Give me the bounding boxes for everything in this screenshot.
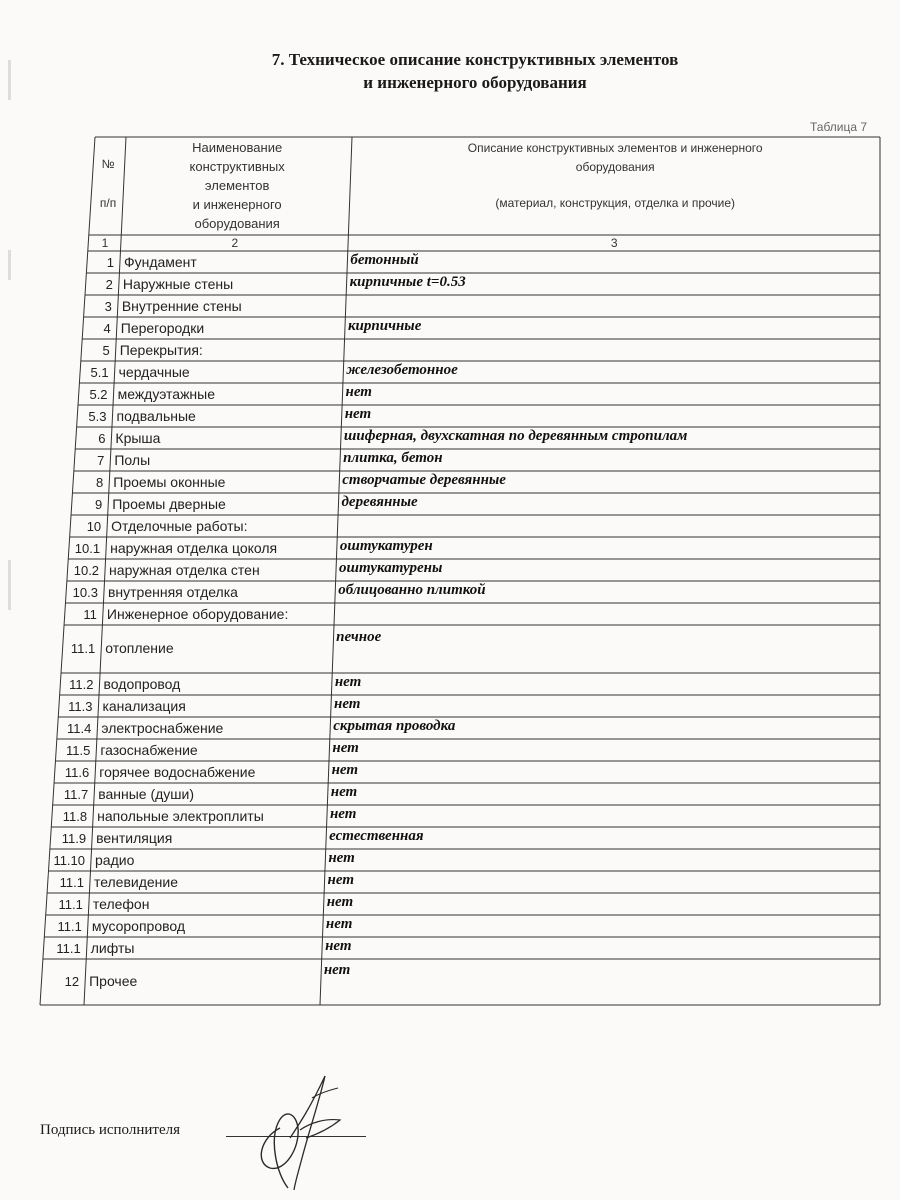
row-element-name: Фундамент xyxy=(123,254,197,270)
row-number: 11.1 xyxy=(57,919,82,934)
row-description: плитка, бетон xyxy=(343,450,443,466)
row-number: 5.2 xyxy=(89,387,108,402)
row-number: 5.1 xyxy=(90,365,109,380)
row-description: нет xyxy=(326,894,354,910)
row-description: нет xyxy=(325,916,353,932)
row-element-name: Крыша xyxy=(115,430,161,446)
row-description: нет xyxy=(332,740,359,756)
row-element-name: лифты xyxy=(90,940,135,956)
row-number: 11.1 xyxy=(58,897,83,912)
row-description: скрытая проводка xyxy=(333,718,456,734)
row-number: 8 xyxy=(96,475,104,490)
row-description: нет xyxy=(325,938,352,954)
header-desc-line: оборудования xyxy=(575,160,655,174)
row-number: 11.1 xyxy=(56,941,81,956)
row-description: нет xyxy=(331,762,359,778)
row-element-name: газоснабжение xyxy=(100,742,198,758)
row-element-name: горячее водоснабжение xyxy=(99,764,256,780)
row-element-name: подвальные xyxy=(116,408,196,424)
row-description: облицованно плиткой xyxy=(338,582,486,598)
row-element-name: Проемы оконные xyxy=(113,474,226,490)
header-name-line: Наименование xyxy=(192,140,283,155)
row-description: бетонный xyxy=(350,252,419,268)
row-element-name: Перекрытия: xyxy=(119,342,203,358)
row-number: 9 xyxy=(94,497,103,512)
row-element-name: вентиляция xyxy=(96,830,173,846)
row-element-name: канализация xyxy=(102,698,186,714)
row-number: 11.1 xyxy=(70,641,96,656)
row-description: нет xyxy=(328,850,355,866)
row-element-name: Полы xyxy=(114,452,151,468)
header-description xyxy=(350,139,880,213)
row-number: 7 xyxy=(97,453,105,468)
row-number: 11 xyxy=(83,607,97,622)
row-number: 5.3 xyxy=(88,409,107,424)
row-number: 10.2 xyxy=(73,563,100,578)
header-name-line: и инженерного xyxy=(192,197,282,212)
row-element-name: Проемы дверные xyxy=(112,496,226,512)
row-number: 11.10 xyxy=(53,853,86,868)
column-number: 1 xyxy=(101,236,109,250)
row-number: 11.8 xyxy=(62,809,88,824)
row-description: железобетонное xyxy=(346,362,458,378)
header-name-line: элементов xyxy=(204,178,270,193)
row-number: 11.9 xyxy=(61,831,87,846)
row-element-name: Прочее xyxy=(89,973,138,989)
row-element-name: наружная отделка стен xyxy=(109,562,260,578)
row-description: оштукатурен xyxy=(339,538,433,554)
row-element-name: наружная отделка цоколя xyxy=(110,540,278,556)
row-element-name: чердачные xyxy=(118,364,190,380)
row-number: 2 xyxy=(105,277,113,292)
row-element-name: Отделочные работы: xyxy=(111,518,248,534)
header-number-symbol: № xyxy=(101,157,115,171)
header-element-name xyxy=(124,138,350,233)
header-name-line: конструктивных xyxy=(189,159,285,174)
row-element-name: Внутренние стены xyxy=(121,298,242,314)
header-number-label: п/п xyxy=(99,196,117,210)
row-number: 12 xyxy=(64,974,80,989)
row-description: кирпичные xyxy=(347,318,422,334)
row-description: нет xyxy=(345,384,372,400)
row-description: нет xyxy=(334,674,362,690)
header-desc-line: (материал, конструкция, отделка и прочие) xyxy=(495,196,736,210)
row-description: нет xyxy=(334,696,361,712)
row-number: 10.1 xyxy=(74,541,101,556)
row-element-name: водопровод xyxy=(103,676,181,692)
row-description: кирпичные t=0.53 xyxy=(349,274,466,290)
row-description: нет xyxy=(323,962,351,978)
row-number: 11.1 xyxy=(59,875,84,890)
header-desc-line: Описание конструктивных элементов и инженерного xyxy=(467,141,763,155)
row-description: деревянные xyxy=(341,494,418,510)
row-number: 4 xyxy=(103,321,111,336)
row-number: 11.6 xyxy=(64,765,90,780)
row-description: нет xyxy=(327,872,354,888)
document-title-line-1: 7. Техническое описание конструктивных элементов xyxy=(271,50,679,69)
row-number: 11.4 xyxy=(67,721,92,736)
column-number: 2 xyxy=(231,236,239,250)
row-number: 5 xyxy=(102,343,110,358)
row-element-name: радио xyxy=(95,852,135,868)
row-element-name: мусоропровод xyxy=(91,918,186,934)
row-number: 11.2 xyxy=(69,677,94,692)
signature-mark xyxy=(240,1068,350,1193)
row-description: печное xyxy=(336,629,382,645)
row-number: 11.5 xyxy=(65,743,91,758)
column-number: 3 xyxy=(610,236,618,250)
header-number xyxy=(92,155,124,213)
document-title-line-2: и инженерного оборудования xyxy=(363,73,587,92)
row-element-name: Наружные стены xyxy=(122,276,234,292)
table-label: Таблица 7 xyxy=(810,120,868,134)
row-element-name: телевидение xyxy=(93,874,179,890)
row-element-name: ванные (души) xyxy=(98,786,195,802)
row-element-name: напольные электроплиты xyxy=(97,808,264,824)
row-description: створчатые деревянные xyxy=(342,472,506,488)
row-description: нет xyxy=(344,406,372,422)
row-number: 10.3 xyxy=(72,585,98,600)
row-element-name: междуэтажные xyxy=(117,386,216,402)
row-element-name: отопление xyxy=(105,640,174,656)
row-description: оштукатурены xyxy=(339,560,443,576)
row-description: шиферная, двухскатная по деревянным стропилам xyxy=(343,428,688,444)
row-element-name: электроснабжение xyxy=(101,720,224,736)
row-number: 3 xyxy=(104,299,112,314)
row-number: 1 xyxy=(106,255,114,270)
row-element-name: внутренняя отделка xyxy=(107,584,238,600)
row-element-name: Инженерное оборудование: xyxy=(106,606,289,622)
row-element-name: Перегородки xyxy=(120,320,205,336)
row-description: естественная xyxy=(329,828,424,844)
header-name-line: оборудования xyxy=(194,216,280,231)
row-number: 11.3 xyxy=(68,699,93,714)
row-description: нет xyxy=(330,784,358,800)
row-number: 10 xyxy=(86,519,102,534)
signature-label: Подпись исполнителя xyxy=(40,1122,180,1138)
row-element-name: телефон xyxy=(92,896,150,912)
row-description: нет xyxy=(329,806,357,822)
row-number: 11.7 xyxy=(63,787,89,802)
row-number: 6 xyxy=(98,431,106,446)
